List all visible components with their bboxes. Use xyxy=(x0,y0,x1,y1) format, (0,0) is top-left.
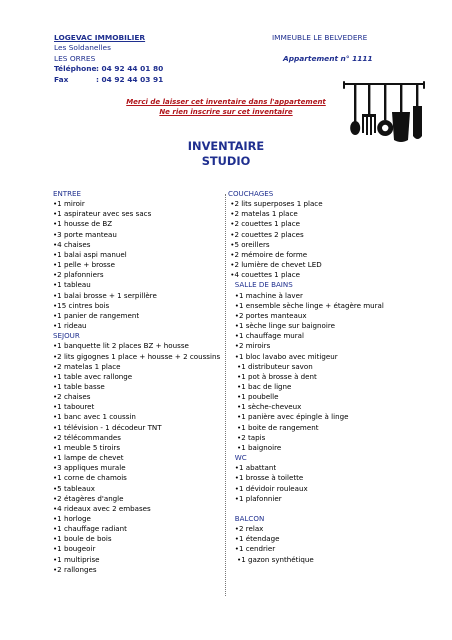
inventory-item: •2 lumière de chevet LED xyxy=(228,260,322,270)
inventory-item: •1 tabouret xyxy=(53,402,95,412)
inventory-item: •2 lits superposes 1 place xyxy=(228,199,323,209)
inventory-item: •1 étendage xyxy=(228,534,280,544)
inventory-item: •1 bloc lavabo avec mitigeur xyxy=(228,351,338,361)
inventory-item: •2 rallonges xyxy=(53,564,97,574)
inventory-item: •1 brosse à toilette xyxy=(228,473,304,483)
inventory-item: •2 lits gigognes 1 place + housse + 2 coussins xyxy=(53,351,221,361)
inventory-item: •1 ensemble sèche linge + étagère mural xyxy=(228,300,384,310)
title-line2: STUDIO xyxy=(201,153,251,168)
inventory-item: •1 chauffage mural xyxy=(228,331,304,341)
inventory-item: •4 chaises xyxy=(53,239,91,249)
notice-line1: Merci de laisser cet inventaire dans l'appartement xyxy=(126,98,326,106)
column-divider xyxy=(225,194,226,596)
fax-number: : 04 92 44 03 91 xyxy=(96,74,164,84)
inventory-item: •1 corne de chamois xyxy=(53,473,127,483)
agency-block xyxy=(54,33,163,85)
inventory-item: •1 abattant xyxy=(228,463,277,473)
inventory-item: •1 panière avec épingle à linge xyxy=(228,412,349,422)
inventory-item: •2 chaises xyxy=(53,392,91,402)
inventory-item: •15 cintres bois xyxy=(53,300,110,310)
notice-block xyxy=(0,98,452,118)
inventory-item: •1 banc avec 1 coussin xyxy=(53,412,136,422)
inventory-item: •1 boule de bois xyxy=(53,534,112,544)
inventory-item: •2 miroirs xyxy=(228,341,271,351)
inventory-item: •1 miroir xyxy=(53,199,85,209)
inventory-item: •1 sèche-cheveux xyxy=(228,402,302,412)
inventory-item: •1 bac de ligne xyxy=(228,381,292,391)
inventory-item: •2 étagères d'angle xyxy=(53,493,124,503)
inventory-item: •1 panier de rangement xyxy=(53,310,140,320)
inventory-item: •2 couettes 1 place xyxy=(228,219,301,229)
inventory-item: •2 plafonniers xyxy=(53,270,104,280)
section-heading: WC xyxy=(228,453,247,463)
section-heading: ENTREE xyxy=(53,189,82,198)
inventory-item: •1 chauffage radiant xyxy=(53,524,127,534)
inventory-item: •2 portes manteaux xyxy=(228,310,307,320)
inventory-item: •1 sèche linge sur baignoire xyxy=(228,321,335,331)
section-heading: BALCON xyxy=(228,513,265,523)
list-spacer xyxy=(228,504,384,514)
inventory-item: •4 couettes 1 place xyxy=(228,270,301,280)
inventory-item: •1 rideau xyxy=(53,321,87,331)
inventory-item: •1 pelle + brosse xyxy=(53,260,115,270)
agency-line2: Les Soldanelles xyxy=(54,43,111,53)
inventory-right-column xyxy=(228,189,384,565)
inventory-item: •2 mémoire de forme xyxy=(228,249,308,259)
inventory-item: •1 pot à brosse à dent xyxy=(228,371,317,381)
inventory-item: •1 meuble 5 tiroirs xyxy=(53,442,121,452)
inventory-item: •1 bougeoir xyxy=(53,544,96,554)
agency-fax xyxy=(54,75,163,85)
phone-label: Téléphone xyxy=(54,64,97,74)
inventory-item: •1 housse de BZ xyxy=(53,219,113,229)
inventory-item: •4 rideaux avec 2 embases xyxy=(53,503,151,513)
inventory-item: •1 boite de rangement xyxy=(228,422,319,432)
inventory-item: •2 matelas 1 place xyxy=(53,361,121,371)
inventory-item: •1 table basse xyxy=(53,381,105,391)
inventory-item: •1 dévidoir rouleaux xyxy=(228,483,308,493)
inventory-item: •1 baignoire xyxy=(228,442,282,452)
inventory-item: •1 horloge xyxy=(53,514,91,523)
document-title xyxy=(0,139,452,168)
inventory-item: •2 matelas 1 place xyxy=(228,209,298,219)
building-name: IMMEUBLE LE BELVEDERE xyxy=(272,33,368,42)
title-line1: INVENTAIRE xyxy=(187,139,265,153)
inventory-item: •1 plafonnier xyxy=(228,493,282,503)
inventory-item: •1 lampe de chevet xyxy=(53,453,124,463)
notice-line2: Ne rien inscrire sur cet inventaire xyxy=(159,107,293,116)
inventory-item: •1 table avec rallonge xyxy=(53,371,133,381)
inventory-item: •1 aspirateur avec ses sacs xyxy=(53,209,152,219)
section-heading: SEJOUR xyxy=(53,331,80,341)
agency-phone xyxy=(54,64,163,74)
inventory-item: •1 cendrier xyxy=(228,544,276,554)
inventory-item: •3 appliques murale xyxy=(53,463,126,473)
inventory-item: •1 balai aspi manuel xyxy=(53,249,127,259)
inventory-item: •3 porte manteau xyxy=(53,229,117,239)
inventory-item: •1 machine à laver xyxy=(228,290,303,300)
section-heading: COUCHAGES xyxy=(228,189,274,198)
inventory-left-column xyxy=(53,189,220,575)
inventory-item: •1 tableau xyxy=(53,280,91,290)
section-heading: SALLE DE BAINS xyxy=(228,280,293,290)
agency-name: LOGEVAC IMMOBILIER xyxy=(54,33,146,42)
inventory-item: •2 tapis xyxy=(228,432,266,442)
inventory-item: •1 poubelle xyxy=(228,392,279,402)
inventory-item: •1 distributeur savon xyxy=(228,361,313,371)
inventory-item: •1 multiprise xyxy=(53,554,100,564)
inventory-item: •1 gazon synthétique xyxy=(228,554,314,564)
agency-line3: LES ORRES xyxy=(54,53,96,63)
inventory-item: •2 télécommandes xyxy=(53,432,121,442)
apartment-number: Appartement n° 1111 xyxy=(283,54,373,63)
inventory-item: •2 relax xyxy=(228,524,264,534)
inventory-item: •5 tableaux xyxy=(53,483,95,493)
phone-number: : 04 92 44 01 80 xyxy=(96,64,164,74)
inventory-item: •1 télévision - 1 décodeur TNT xyxy=(53,422,162,432)
inventory-item: •2 couettes 2 places xyxy=(228,229,304,239)
inventory-item: •1 banquette lit 2 places BZ + housse xyxy=(53,341,189,351)
inventory-item: •1 balai brosse + 1 serpillère xyxy=(53,290,157,300)
fax-label: Fax xyxy=(54,74,69,84)
inventory-item: •5 oreillers xyxy=(228,239,270,249)
